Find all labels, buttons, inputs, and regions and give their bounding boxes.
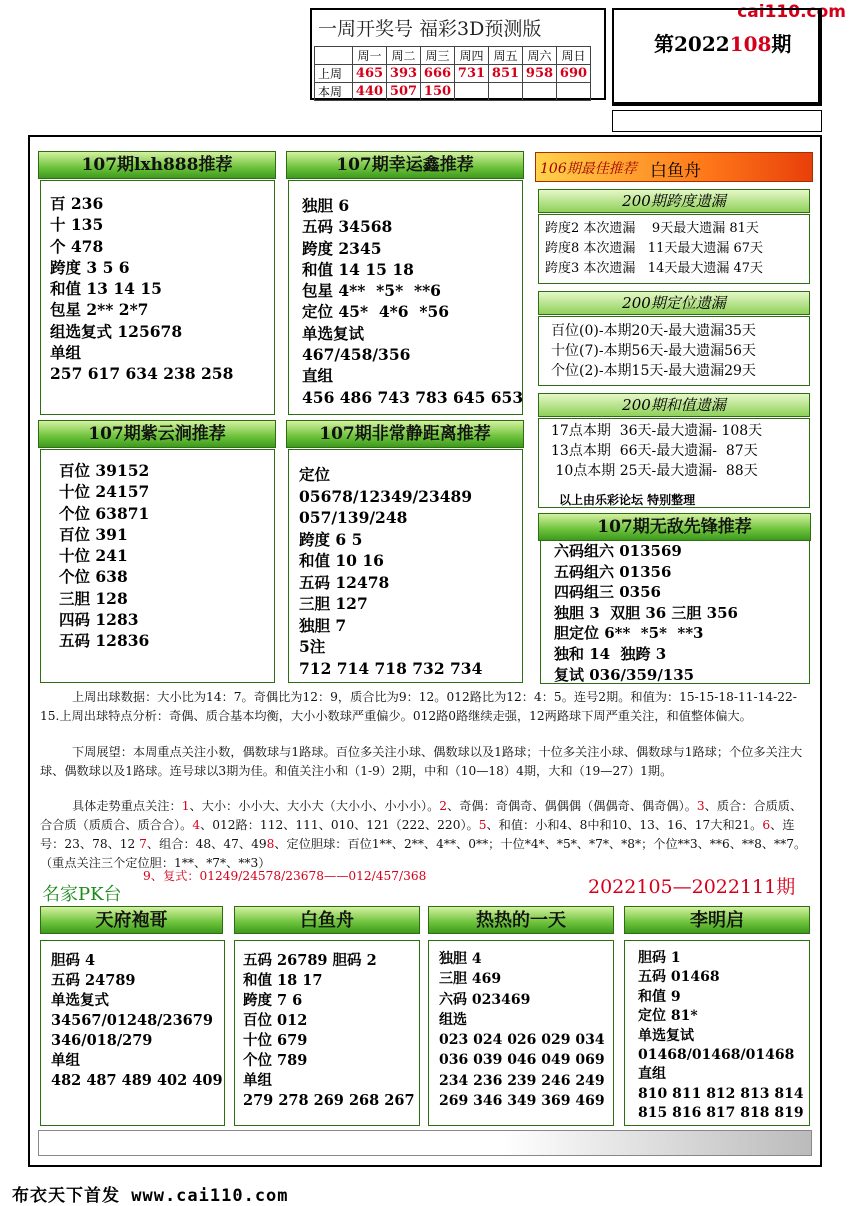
- miss-sum-lines: 17点本期 36天-最大遗漏- 108天 13点本期 66天-最大遗漏- 87天 10点本期 25天-最大遗漏- 88天: [551, 423, 763, 479]
- expert-content: 胆码 4 五码 24789 单选复式 34567/01248/23679 346/018/279 单组 482 487 489 402 409: [51, 952, 223, 1089]
- row-label-last-week: 上周: [315, 65, 353, 83]
- draw-number: [523, 83, 557, 101]
- draw-number: 507: [387, 83, 421, 101]
- panel-xyx: [288, 180, 523, 415]
- draw-number: 150: [421, 83, 455, 101]
- analysis-next-week: 下周展望：本周重点关注小数，偶数球与1路球。百位多关注小球、偶数球以及1路球；十位多关注小球、偶数球与1路球；个位多关注大球、偶数球以及1路球。连号球以3期为佳。和值关注小和（1-9）2期，中和（10—18）4期，大和（19—27）1期。: [40, 745, 803, 778]
- draw-number: 958: [523, 65, 557, 83]
- expert-content: 胆码 1 五码 01468 和值 9 定位 81* 单选复试 01468/01468/01468 直组 810 811 812 813 814 815 816 817 818 819: [638, 950, 804, 1122]
- expert-panel: [234, 940, 420, 1126]
- site-footer: 布衣天下首发 www.cai110.com: [12, 1186, 289, 1206]
- panel-zyj: [40, 449, 275, 683]
- pk-title: 名家PK台: [42, 884, 122, 905]
- miss-sum-panel: [538, 418, 810, 508]
- miss-span-panel: [538, 214, 810, 284]
- credit-note: 以上由乐彩论坛 特别整理: [559, 493, 696, 507]
- panel-content: 六码组六 013569 五码组六 01356 四码组三 0356 独胆 3 双胆 36 三胆 356 胆定位 6** *5* **3 独和 14 独跨 3 复试 036/359/135: [554, 542, 738, 684]
- expert-content: 五码 26789 胆码 2 和值 18 17 跨度 7 6 百位 012 十位 679 个位 789 单组 279 278 269 268 267: [243, 952, 415, 1109]
- issue-range: 2022105—2022111期: [588, 876, 796, 898]
- expert-header: 白鱼舟: [234, 906, 420, 934]
- expert-panel: [624, 940, 810, 1126]
- best-recommend-title: 106期最佳推荐: [540, 161, 637, 177]
- panel-header-lxh: 107期lxh888推荐: [38, 151, 276, 179]
- expert-header: 热热的一天: [428, 906, 614, 934]
- analysis-compound: 9、复式：01249/24578/23678——012/457/368: [143, 869, 427, 883]
- draw-number: 851: [489, 65, 523, 83]
- miss-span-lines: 跨度2 本次遗漏 9天最大遗漏 81天 跨度8 本次遗漏 11天最大遗漏 67天 跨度3 本次遗漏 14天最大遗漏 47天: [545, 221, 764, 276]
- best-recommend-name: 白鱼舟: [650, 161, 701, 181]
- miss-span-header: 200期跨度遗漏: [538, 189, 810, 213]
- expert-header: 天府袍哥: [40, 906, 223, 934]
- table-corner: [315, 47, 353, 65]
- expert-panel: [428, 940, 614, 1126]
- day-header: 周二: [387, 47, 421, 65]
- panel-content: 百位 39152 十位 24157 个位 63871 百位 391 十位 241 个位 638 三胆 128 四码 1283 五码 12836: [59, 461, 150, 651]
- draw-number: 465: [353, 65, 387, 83]
- draw-number: 666: [421, 65, 455, 83]
- panel-header-xyx: 107期幸运鑫推荐: [286, 151, 524, 179]
- draw-number: [489, 83, 523, 101]
- analysis-last-week: 上周出球数据：大小比为14：7。奇偶比为12：9，质合比为9：12。012路比为12：4：5。连号2期。和值为：15-15-18-11-14-22-15.上周出球特点分析：奇偶、质合基本均衡，大小小数球严重偏少。012路0路继续走强，12两路球下周严重关注，和值整体偏大。: [40, 690, 797, 723]
- row-label-this-week: 本周: [315, 83, 353, 101]
- expert-content: 独胆 4 三胆 469 六码 023469 组选 023 024 026 029 034 036 039 046 049 069 234 236 239 246 249 269 346 349 369 469: [439, 951, 605, 1110]
- issue-underbar: [612, 110, 822, 132]
- miss-pos-header: 200期定位遗漏: [538, 291, 810, 315]
- issue-box: [612, 8, 822, 106]
- best-recommend-header: [535, 152, 813, 182]
- draw-number: 731: [455, 65, 489, 83]
- draw-number: [455, 83, 489, 101]
- panel-content: 定位 05678/12349/23489 057/139/248 跨度 6 5 和值 10 16 五码 12478 三胆 127 独胆 7 5注 712 714 718 732 734: [299, 465, 483, 678]
- weekly-draws-box: [310, 8, 606, 100]
- footer-bar: [38, 1130, 812, 1156]
- watermark: cai110.com: [737, 2, 846, 22]
- panel-header-zyj: 107期紫云涧推荐: [38, 420, 276, 448]
- panel-header-wdx: 107期无敌先锋推荐: [538, 513, 811, 541]
- draw-number: 440: [353, 83, 387, 101]
- miss-sum-header: 200期和值遗漏: [538, 393, 810, 417]
- miss-pos-lines: 百位(0)-本期20天-最大遗漏35天 十位(7)-本期56天-最大遗漏56天 个位(2)-本期15天-最大遗漏29天: [551, 323, 756, 379]
- day-header: 周五: [489, 47, 523, 65]
- panel-content: 独胆 6 五码 34568 跨度 2345 和值 14 15 18 包星 4** *5* **6 定位 45* 4*6 *56 单选复试 467/458/356 直组 456 486 743 783 645 653: [302, 196, 524, 407]
- day-header: 周三: [421, 47, 455, 65]
- analysis-trends: 具体走势重点关注：1、大小：小小大、大小大（大小小、小小小）。2、奇偶：奇偶奇、偶偶偶（偶偶奇、偶奇偶）。3、质合：合质质、合合质（质质合、质合合）。4、012路：112、111、010、121（222、220）。5、和值：小和4、8中和10、13、16、17大和21。6、连号：23、78、12 7、组合：48、47、498、定位胆球：百位1**、2**、4**、0**；十位*4*、*5*、*7*、*8*；个位**3、**6、**8、**7。（重点关注三个定位胆：1**、*7*、**3）: [40, 799, 807, 870]
- weekly-draws-table: [314, 46, 591, 101]
- day-header: 周一: [353, 47, 387, 65]
- day-header: 周四: [455, 47, 489, 65]
- day-header: 周日: [557, 47, 591, 65]
- draw-number: 690: [557, 65, 591, 83]
- panel-header-fcj: 107期非常静距离推荐: [286, 420, 524, 448]
- draw-number: 393: [387, 65, 421, 83]
- issue-number: 第2022108期: [654, 32, 792, 56]
- panel-lxh: [40, 180, 275, 415]
- panel-content: 百 236 十 135 个 478 跨度 3 5 6 和值 13 14 15 包星 2** 2*7 组选复式 125678 单组 257 617 634 238 258: [50, 194, 234, 384]
- panel-wdx: [540, 540, 810, 684]
- expert-header: 李明启: [624, 906, 810, 934]
- weekly-draws-title: 一周开奖号 福彩3D预测版: [318, 18, 542, 40]
- miss-pos-panel: [538, 316, 810, 386]
- draw-number: [557, 83, 591, 101]
- panel-fcj: [288, 449, 523, 683]
- day-header: 周六: [523, 47, 557, 65]
- expert-panel: [40, 940, 225, 1126]
